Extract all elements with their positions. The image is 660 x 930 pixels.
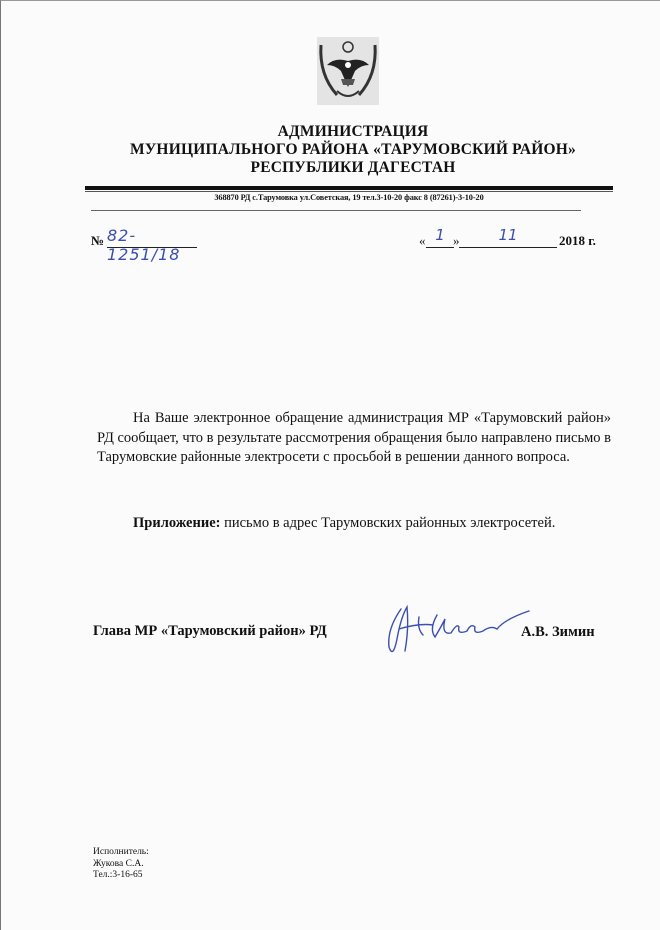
- letter-body-paragraph: На Ваше электронное обращение администрация МР «Тарумовский район» РД сообщает, что в результате рассмотрения обращения было направлено письмо в Тарумовские районные электросети с просьбой в решении данного вопроса.: [97, 410, 611, 465]
- doc-number-handwritten: 82-1251/18: [107, 226, 197, 248]
- org-title-line-1: АДМИНИСТРАЦИЯ: [277, 123, 429, 140]
- executor-name: Жукова С.А.: [93, 858, 144, 869]
- date-open-quote: «: [419, 233, 426, 248]
- date-close-quote: »: [453, 233, 460, 248]
- coat-of-arms-icon: [315, 35, 381, 107]
- org-title-line-3: РЕСПУБЛИКИ ДАГЕСТАН: [250, 159, 456, 176]
- org-address: 368870 РД с.Тарумовка ул.Советская, 19 тел.3-10-20 факс 8 (87261)-3-10-20: [214, 193, 484, 202]
- org-title-line-2: МУНИЦИПАЛЬНОГО РАЙОНА «ТАРУМОВСКИЙ РАЙОН»: [130, 141, 576, 158]
- appendix-label: Приложение:: [133, 515, 221, 531]
- date-year: 2018 г.: [559, 233, 596, 248]
- handwritten-signature-icon: [379, 589, 539, 669]
- executor-phone: Тел.:3-16-65: [93, 870, 143, 880]
- appendix-text: письмо в адрес Тарумовских районных электросетей.: [220, 515, 556, 531]
- doc-number-prefix: №: [91, 233, 105, 248]
- date-day-handwritten: 1: [426, 226, 454, 248]
- signatory-name: А.В. Зимин: [521, 624, 595, 640]
- executor-label: Исполнитель:: [93, 847, 149, 857]
- signatory-title: Глава МР «Тарумовский район» РД: [93, 623, 327, 639]
- header-divider-thick: [85, 186, 613, 190]
- address-underline: [91, 210, 581, 211]
- executor-block: [93, 847, 149, 882]
- appendix-line: [133, 515, 613, 532]
- header-divider-thin: [85, 191, 613, 192]
- date-month-handwritten: 11: [459, 226, 557, 248]
